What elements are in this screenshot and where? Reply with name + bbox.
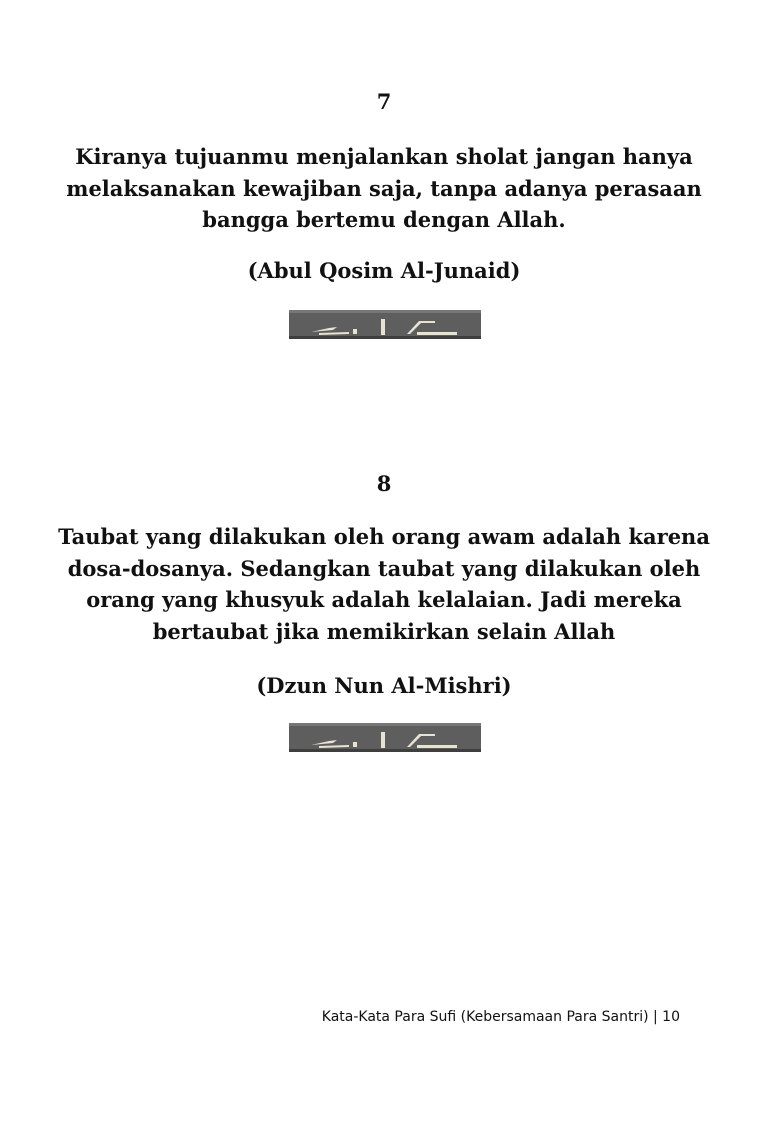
author-attribution: (Dzun Nun Al-Mishri) bbox=[256, 673, 512, 698]
entry-number: 8 bbox=[376, 471, 392, 496]
ornament-divider-image bbox=[289, 310, 481, 339]
quote-line: bangga bertemu dengan Allah. bbox=[202, 207, 566, 232]
entry-7 bbox=[0, 89, 768, 115]
entry-8 bbox=[0, 471, 768, 497]
quote-line: orang yang khusyuk adalah kelalaian. Jadi mereka bbox=[86, 587, 682, 612]
entry-number: 7 bbox=[376, 89, 392, 114]
quote-line: dosa-dosanya. Sedangkan taubat yang dilakukan oleh bbox=[67, 555, 701, 581]
entry-7-author bbox=[0, 258, 768, 284]
quote-line: bertaubat jika memikirkan selain Allah bbox=[152, 618, 616, 644]
quote-line: Taubat yang dilakukan oleh orang awam adalah karena bbox=[58, 524, 710, 549]
quote-line: Kiranya tujuanmu menjalankan sholat jangan hanya bbox=[75, 144, 693, 169]
entry-7-quote bbox=[0, 141, 768, 236]
ornament-glyphs-icon bbox=[289, 723, 481, 752]
ornament-glyphs-icon bbox=[289, 310, 481, 339]
page-footer: Kata-Kata Para Sufi (Kebersamaan Para Santri) | 10 bbox=[321, 1009, 680, 1025]
author-attribution: (Abul Qosim Al-Junaid) bbox=[247, 258, 521, 283]
quote-line: melaksanakan kewajiban saja, tanpa adanya perasaan bbox=[66, 175, 702, 201]
entry-8-quote bbox=[0, 521, 768, 647]
ornament-divider-image bbox=[289, 723, 481, 752]
entry-8-author bbox=[0, 673, 768, 699]
